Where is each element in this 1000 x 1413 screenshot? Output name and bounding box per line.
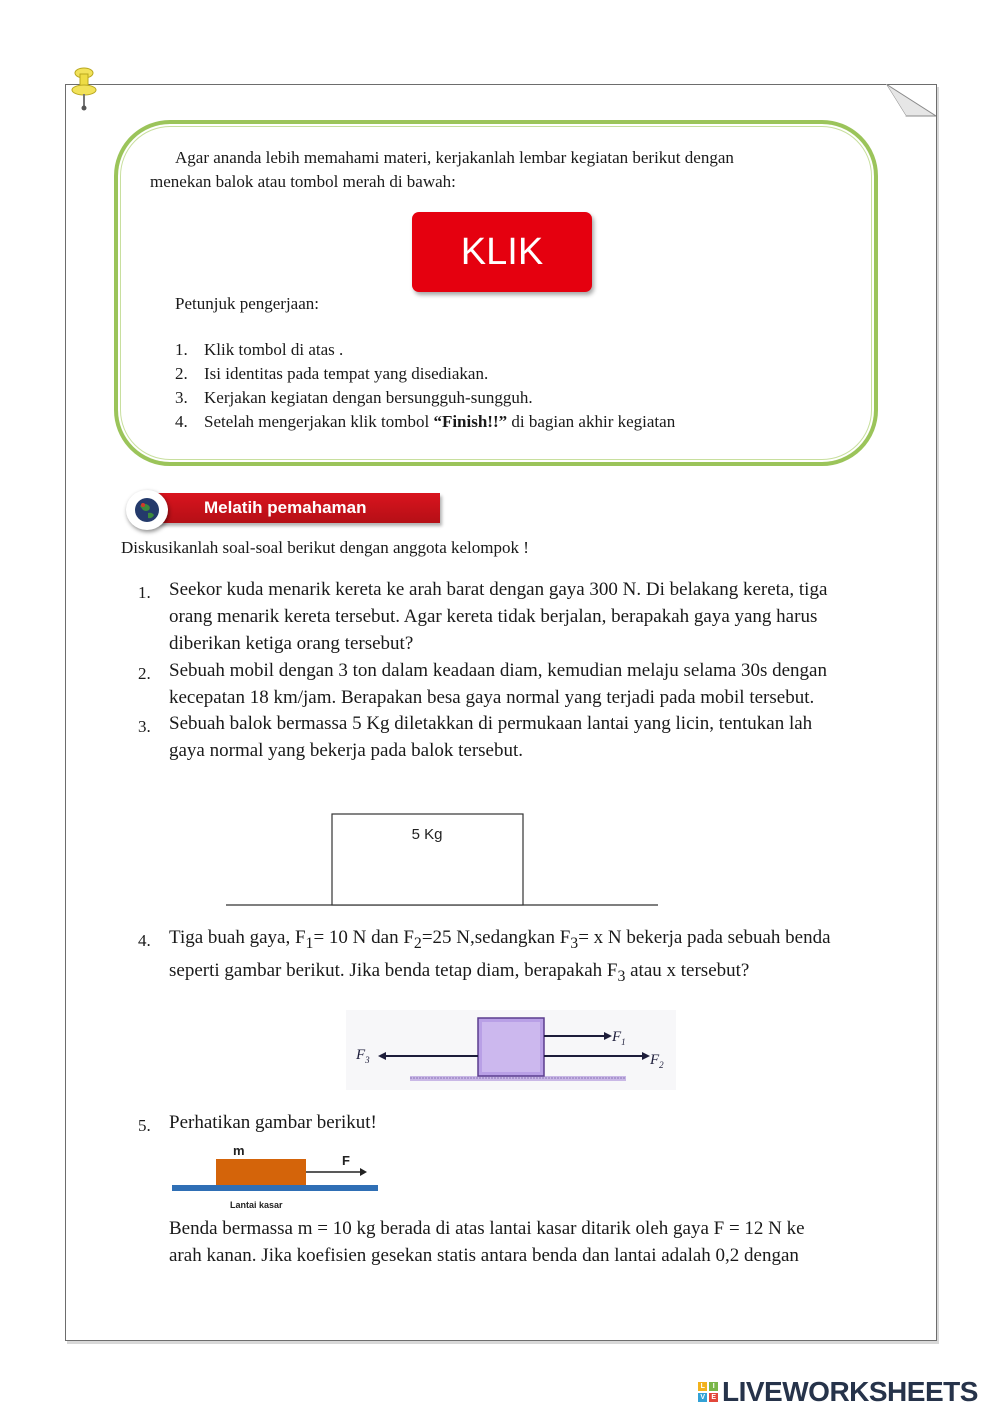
question-5-body: Benda bermassa m = 10 kg berada di atas lantai kasar ditarik oleh gaya F = 12 N ke arah kanan. Jika koefisien gesekan statis antara benda dan lantai adalah 0,2 dengan [169,1218,805,1266]
section-title: Melatih pemahaman [156,493,440,523]
block-label: 5 Kg [411,826,443,843]
step-item: 1. Klik tombol di atas . [175,340,344,359]
globe-icon [126,490,168,530]
liveworksheets-logo [698,1376,978,1408]
mass-label: m [233,1143,245,1158]
question-4: 4. Tiga buah gaya, $F_1= 10$ N dan $F_2=25$ N,sedangkan $F_3= x$ N bekerja pada sebuah benda seperti gambar berikut. Jika benda tetap diam, berapakah $F_3$ atau x tersebut? [138,927,831,985]
question-number: 5. [138,1116,151,1135]
intro-line-1: Agar ananda lebih memahami materi, kerjakanlah lembar kegiatan berikut dengan [175,148,734,167]
question-5-title: Perhatikan gambar berikut! [169,1112,377,1133]
intro-line-2: menekan balok atau tombol merah di bawah: [150,172,456,191]
step-item: 2. Isi identitas pada tempat yang disediakan. [175,364,489,383]
f3-label: $F_3$ [356,1047,370,1065]
rough-floor-diagram [170,1140,382,1214]
section-banner [126,490,444,530]
pushpin-icon [70,66,98,114]
question-number: 3. [138,717,151,736]
mass-block [216,1159,306,1185]
step-list [175,338,675,434]
brand-logo-icon: L I V E [698,1382,718,1402]
floor-label: Lantai kasar [230,1200,283,1210]
f1-label: $F_1$ [612,1029,626,1047]
petunjuk-title: Petunjuk pengerjaan: [175,294,319,313]
question-number: 1. [138,583,151,602]
question-number: 4. [138,931,151,950]
question-3: 3. Sebuah balok bermassa 5 Kg diletakkan di permukaan lantai yang licin, tentukan lah gaya normal yang bekerja pada balok tersebut. [138,713,813,761]
f2-label: $F_2$ [650,1052,664,1070]
floor-bar [172,1185,378,1191]
question-1: 1. Seekor kuda menarik kereta ke arah barat dengan gaya 300 N. Di belakang kereta, tiga orang menarik kereta tersebut. Agar kereta tidak berjalan, berapakah gaya yang harus diberikan ketiga orang tersebut? [138,579,828,654]
question-number: 2. [138,664,151,683]
page-curl-icon [886,84,936,120]
question-5 [138,1109,868,1136]
intro-paragraph [150,146,870,194]
pull-arrow-icon [360,1168,367,1176]
instruction-text: Diskusikanlah soal-soal berikut dengan anggota kelompok ! [121,538,529,557]
step-item: 3. Kerjakan kegiatan dengan bersungguh-sungguh. [175,388,533,407]
step-item: 4. Setelah mengerjakan klik tombol “Finish!!” di bagian akhir kegiatan [175,412,676,431]
brand-text: LIVEWORKSHEETS [722,1376,978,1407]
three-forces-diagram [346,1010,676,1090]
force-label: F [342,1153,350,1168]
question-2: 2. Sebuah mobil dengan 3 ton dalam keadaan diam, kemudian melaju selama 30s dengan kecepatan 18 km/jam. Berapakan besa gaya normal yang terjadi pada mobil tersebut. [138,660,827,708]
klik-button[interactable]: KLIK [412,212,592,292]
block-diagram [226,812,660,910]
